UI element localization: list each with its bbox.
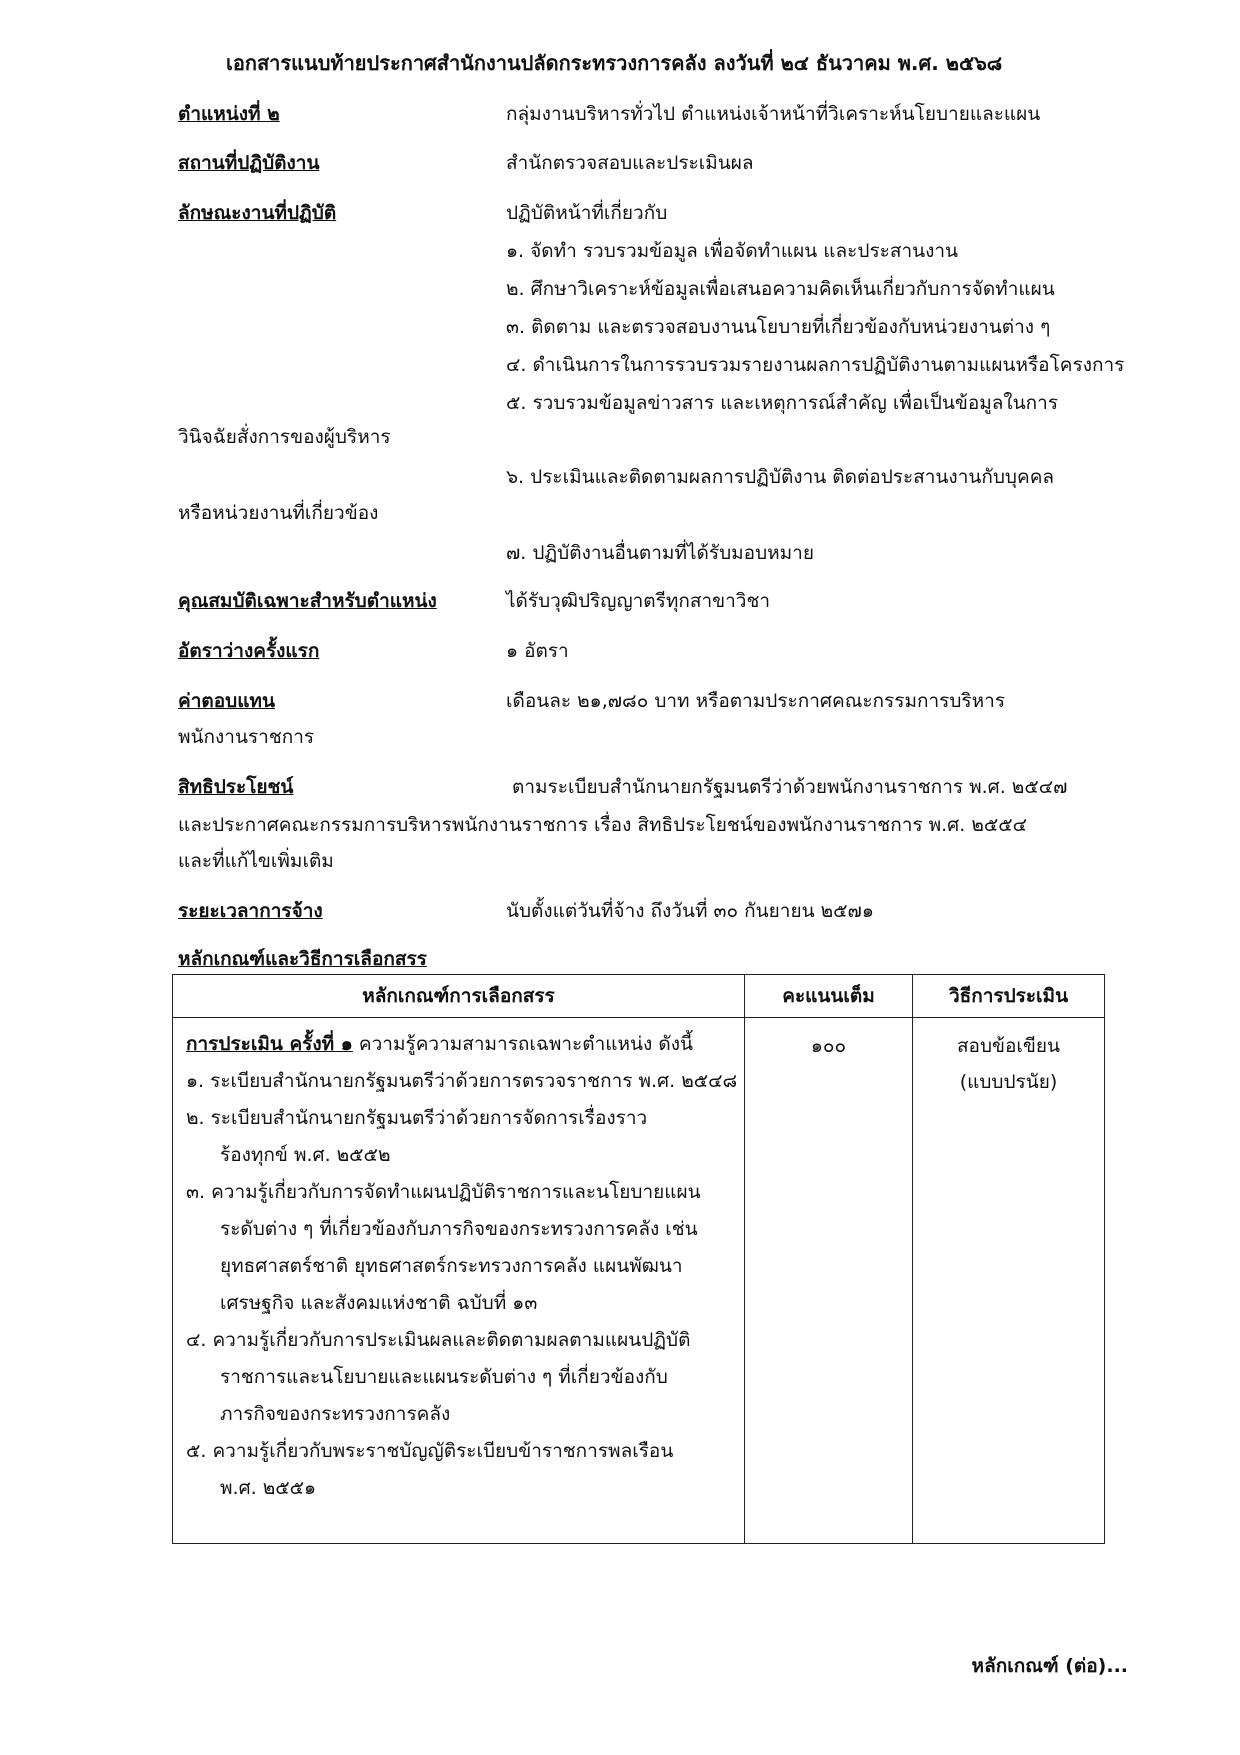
compensation-value: เดือนละ ๒๑,๗๘๐ บาท หรือตามประกาศคณะกรรมการบริหาร <box>506 690 1006 712</box>
duty-item-1: ๑. จัดทำ รวบรวมข้อมูล เพื่อจัดทำแผน และประสานงาน <box>506 240 959 262</box>
benefits-continuation-2: และที่แก้ไขเพิ่มเติม <box>178 850 334 872</box>
duty-item-5: ๕. รวบรวมข้อมูลข่าวสาร และเหตุการณ์สำคัญ เพื่อเป็นข้อมูลในการ <box>506 392 1059 414</box>
criteria-line: ยุทธศาสตร์ชาติ ยุทธศาสตร์กระทรวงการคลัง แผนพัฒนา <box>220 1255 683 1277</box>
duty-item-2: ๒. ศึกษาวิเคราะห์ข้อมูลเพื่อเสนอความคิดเห็นเกี่ยวกับการจัดทำแผน <box>506 278 1055 300</box>
duty-item-7: ๗. ปฏิบัติงานอื่นตามที่ได้รับมอบหมาย <box>506 542 814 564</box>
criteria-line: ร้องทุกข์ พ.ศ. ๒๕๕๒ <box>220 1144 391 1166</box>
criteria-line: ๓. ความรู้เกี่ยวกับการจัดทำแผนปฏิบัติราชการและนโยบายแผน <box>186 1181 701 1203</box>
method-line-1: สอบข้อเขียน <box>956 1035 1061 1057</box>
position-label: ตำแหน่งที่ ๒ <box>178 103 280 125</box>
criteria-line: พ.ศ. ๒๕๕๑ <box>220 1477 317 1499</box>
compensation-label: ค่าตอบแทน <box>178 690 275 712</box>
column-header-method: วิธีการประเมิน <box>913 975 1105 1018</box>
full-score-value: ๑๐๐ <box>810 1035 847 1057</box>
employment-period-value: นับตั้งแต่วันที่จ้าง ถึงวันที่ ๓๐ กันยายน ๒๕๗๑ <box>506 900 874 922</box>
round-heading <box>186 1029 693 1059</box>
criteria-line: ๑. ระเบียบสำนักนายกรัฐมนตรีว่าด้วยการตรวจราชการ พ.ศ. ๒๕๔๘ <box>186 1070 738 1092</box>
document-header: เอกสารแนบท้ายประกาศสำนักงานปลัดกระทรวงการคลัง ลงวันที่ ๒๔ ธันวาคม พ.ศ. ๒๕๖๘ <box>226 51 1003 75</box>
criteria-line: ๕. ความรู้เกี่ยวกับพระราชบัญญัติระเบียบข้าราชการพลเรือน <box>186 1440 674 1462</box>
full-score-cell <box>745 1018 913 1544</box>
duty-item-5-continuation: วินิจฉัยสั่งการของผู้บริหาร <box>178 426 391 448</box>
criteria-line: ๔. ความรู้เกี่ยวกับการประเมินผลและติดตามผลตามแผนปฏิบัติ <box>186 1329 691 1351</box>
benefits-value: ตามระเบียบสำนักนายกรัฐมนตรีว่าด้วยพนักงานราชการ พ.ศ. ๒๕๔๗ <box>512 776 1068 798</box>
qualification-value: ได้รับวุฒิปริญญาตรีทุกสาขาวิชา <box>506 590 771 612</box>
vacancy-label: อัตราว่างครั้งแรก <box>178 640 320 662</box>
selection-section-title: หลักเกณฑ์และวิธีการเลือกสรร <box>178 948 427 970</box>
table-header-row <box>173 975 1105 1018</box>
criteria-line: ระดับต่าง ๆ ที่เกี่ยวข้องกับภารกิจของกระทรวงการคลัง เช่น <box>220 1218 698 1240</box>
benefits-continuation-1: และประกาศคณะกรรมการบริหารพนักงานราชการ เรื่อง สิทธิประโยชน์ของพนักงานราชการ พ.ศ. ๒๕๕๔ <box>178 814 1027 836</box>
compensation-continuation: พนักงานราชการ <box>178 726 315 748</box>
workplace-label: สถานที่ปฏิบัติงาน <box>178 152 320 174</box>
employment-period-label: ระยะเวลาการจ้าง <box>178 900 323 922</box>
duties-intro: ปฏิบัติหน้าที่เกี่ยวกับ <box>506 202 668 224</box>
criteria-line: ราชการและนโยบายและแผนระดับต่าง ๆ ที่เกี่ยวข้องกับ <box>220 1366 668 1388</box>
column-header-full-score: คะแนนเต็ม <box>745 975 913 1018</box>
criteria-cell <box>173 1018 745 1544</box>
duties-label: ลักษณะงานที่ปฏิบัติ <box>178 202 337 224</box>
criteria-line: ภารกิจของกระทรวงการคลัง <box>220 1403 451 1425</box>
method-cell <box>913 1018 1105 1544</box>
column-header-criteria: หลักเกณฑ์การเลือกสรร <box>173 975 745 1018</box>
duty-item-4: ๔. ดำเนินการในการรวบรวมรายงานผลการปฏิบัติงานตามแผนหรือโครงการ <box>506 354 1125 376</box>
selection-criteria-table <box>172 974 1105 1544</box>
duty-item-6-continuation: หรือหน่วยงานที่เกี่ยวข้อง <box>178 502 379 524</box>
duty-item-6: ๖. ประเมินและติดตามผลการปฏิบัติงาน ติดต่อประสานงานกับบุคคล <box>506 466 1055 488</box>
round-description: ความรู้ความสามารถเฉพาะตำแหน่ง ดังนี้ <box>352 1033 693 1055</box>
criteria-line: ๒. ระเบียบสำนักนายกรัฐมนตรีว่าด้วยการจัดการเรื่องราว <box>186 1107 648 1129</box>
method-line-2: (แบบปรนัย) <box>959 1071 1058 1093</box>
qualification-label: คุณสมบัติเฉพาะสำหรับตำแหน่ง <box>178 590 437 612</box>
round-label: การประเมิน ครั้งที่ ๑ <box>186 1033 353 1055</box>
vacancy-value: ๑ อัตรา <box>506 640 569 662</box>
continued-note: หลักเกณฑ์ (ต่อ)... <box>971 1655 1128 1677</box>
criteria-line: เศรษฐกิจ และสังคมแห่งชาติ ฉบับที่ ๑๓ <box>220 1292 538 1314</box>
workplace-value: สำนักตรวจสอบและประเมินผล <box>506 152 754 174</box>
position-value: กลุ่มงานบริหารทั่วไป ตำแหน่งเจ้าหน้าที่วิเคราะห์นโยบายและแผน <box>506 103 1041 125</box>
duty-item-3: ๓. ติดตาม และตรวจสอบงานนโยบายที่เกี่ยวข้องกับหน่วยงานต่าง ๆ <box>506 316 1051 338</box>
table-row <box>173 1018 1105 1544</box>
benefits-label: สิทธิประโยชน์ <box>178 776 294 798</box>
